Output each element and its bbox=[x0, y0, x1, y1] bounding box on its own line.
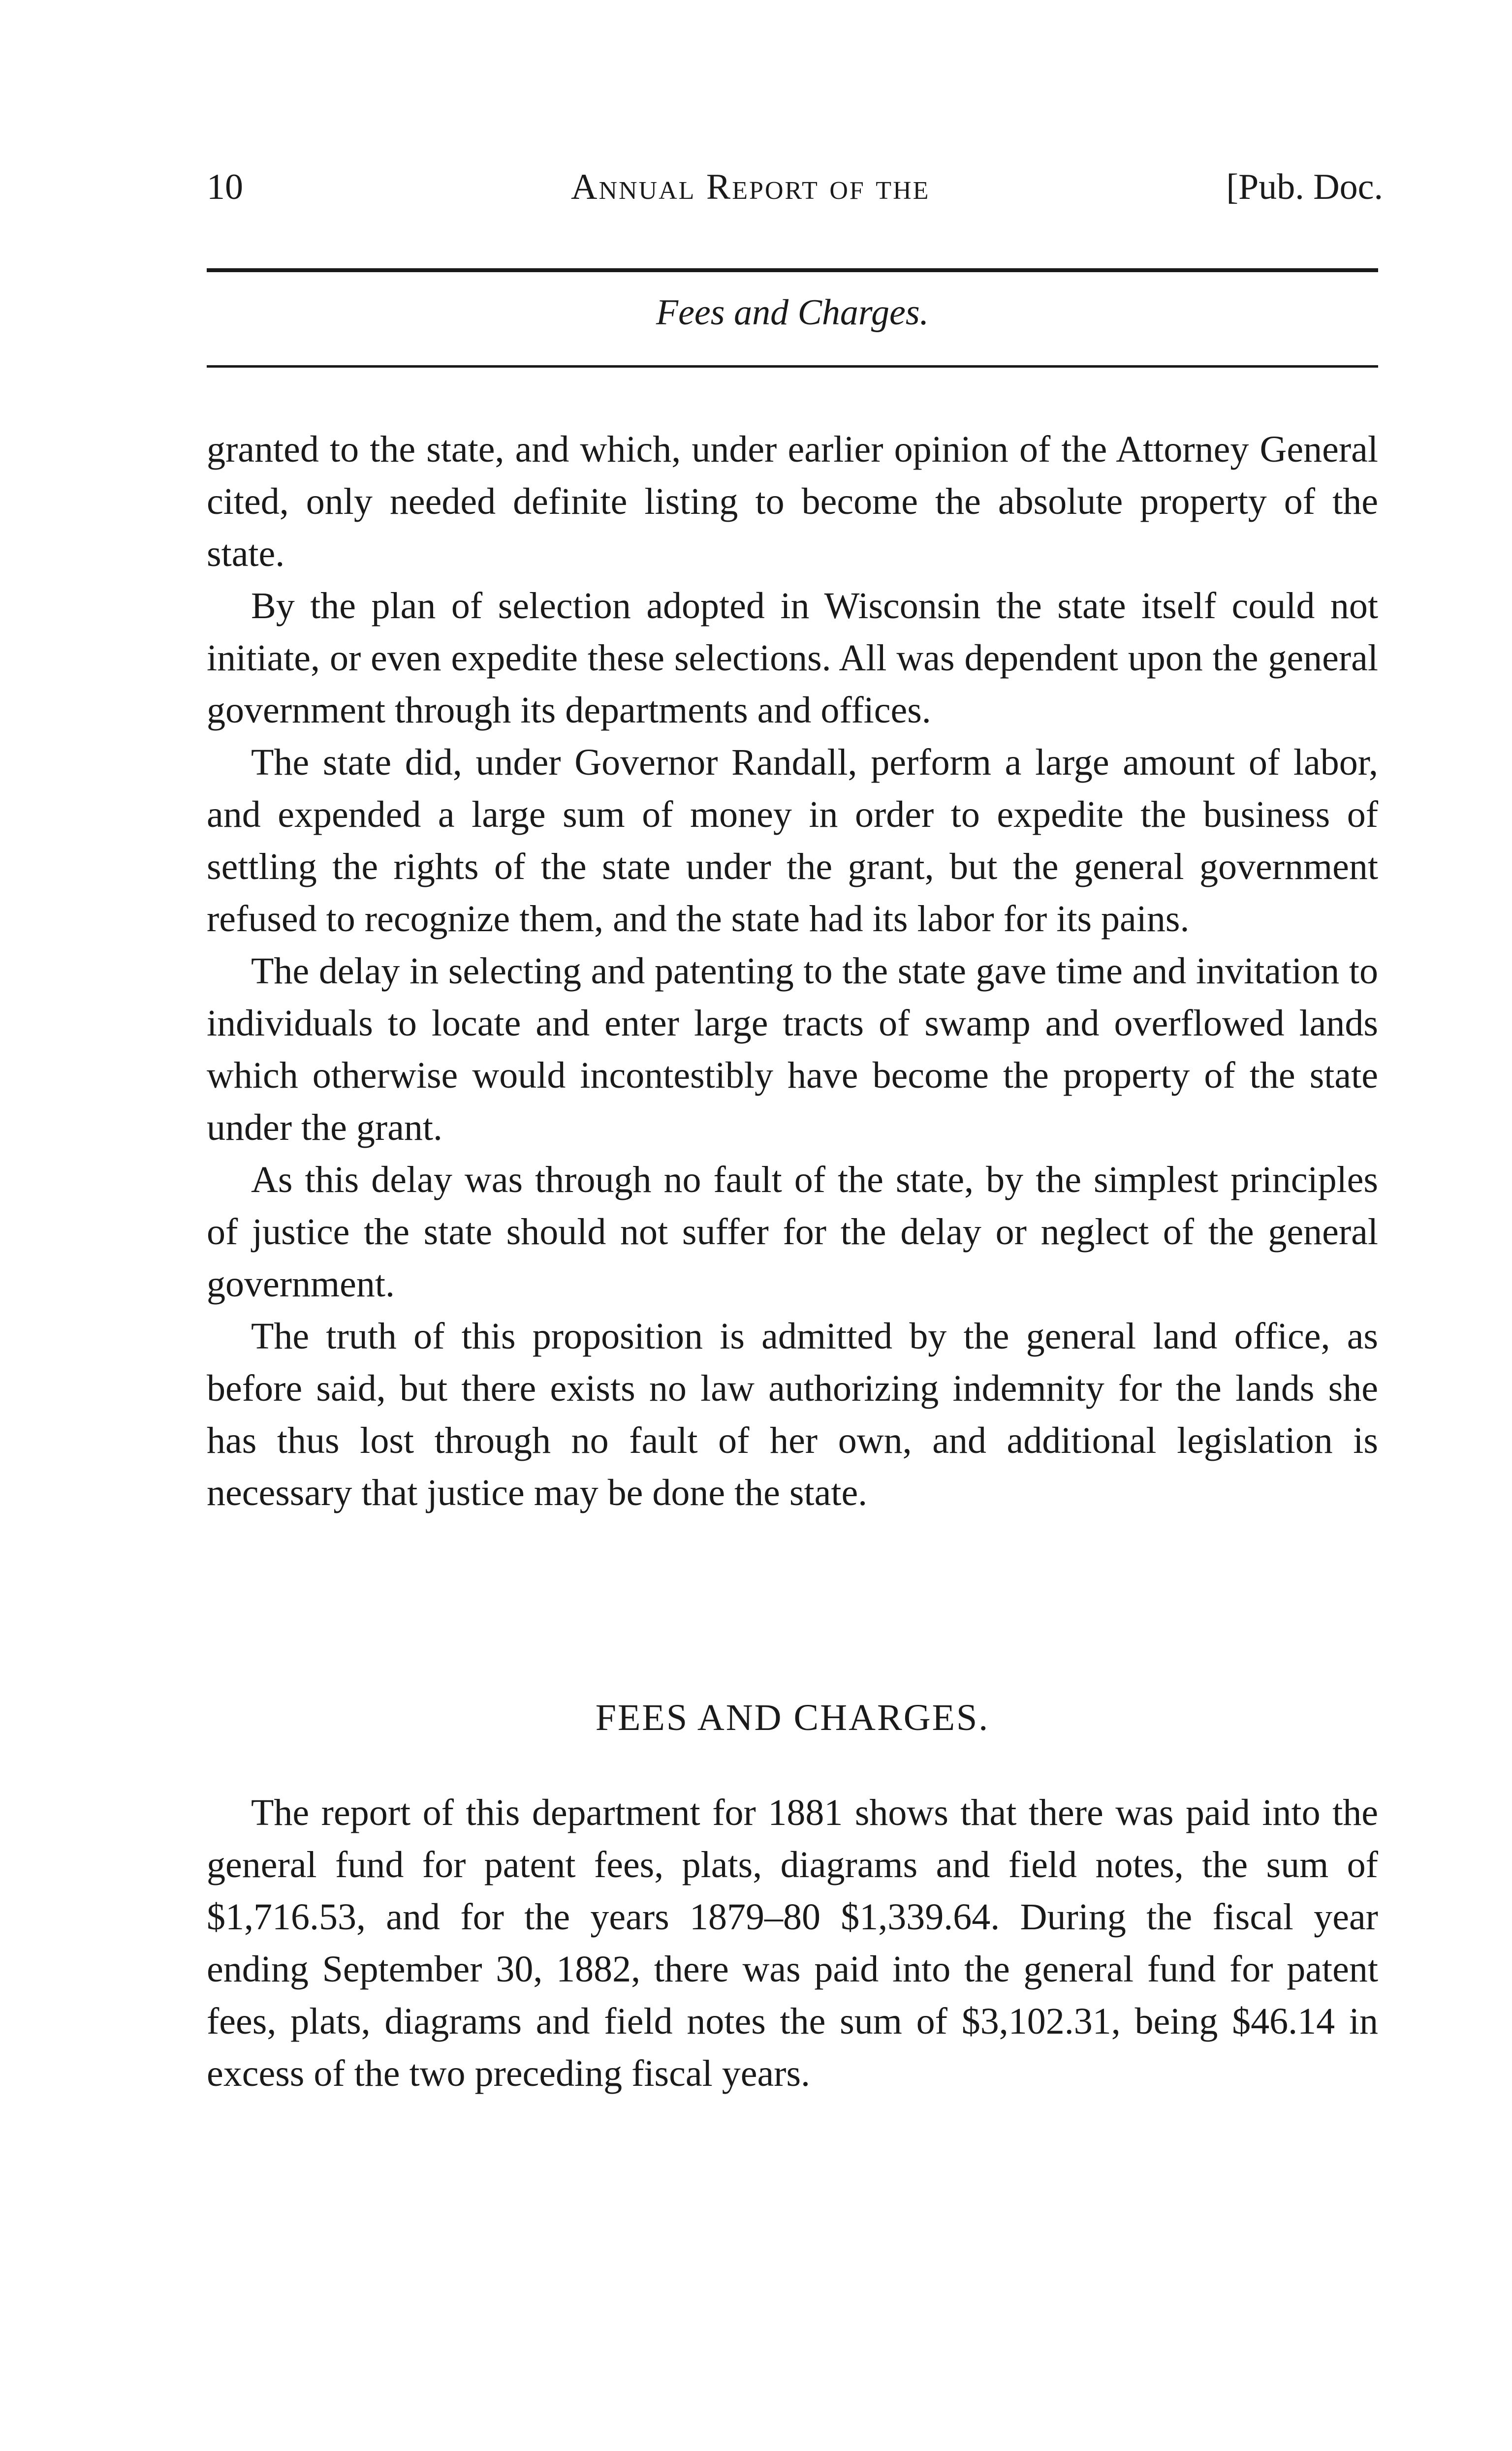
header-rule-bottom bbox=[207, 365, 1378, 368]
paragraph: The report of this department for 1881 shows that there was paid into the general fund for patent fees, plats, diagrams and field notes, the sum of $1,716.53, and for the years 1879–80 $1,339.64. During the fiscal year ending September 30, 1882, there was paid into the general fund for patent fees, plats, diagrams and field notes the sum of $3,102.31, being $46.14 in excess of the two preceding fiscal years. bbox=[207, 1792, 1378, 2094]
body-text bbox=[207, 423, 1378, 1519]
paragraph: The delay in selecting and patenting to the state gave time and invitation to individuals to locate and enter large tracts of swamp and overflowed lands which otherwise would incontestibly have become the property of the state under the grant. bbox=[207, 950, 1378, 1148]
paragraph: By the plan of selection adopted in Wisconsin the state itself could not initiate, or even expedite these selections. All was dependent upon the general government through its departments and offices. bbox=[207, 585, 1378, 731]
paragraph-continued: granted to the state, and which, under earlier opinion of the Attorney General cited, only needed definite listing to become the absolute property of the state. bbox=[207, 429, 1378, 574]
running-head bbox=[207, 162, 1383, 217]
running-title: Annual Report of the bbox=[571, 167, 930, 207]
paragraph: The state did, under Governor Randall, perform a large amount of labor, and expended a large sum of money in order to expedite the business of settling the rights of the state under the grant, but the general government refused to recognize them, and the state had its labor for its pains. bbox=[207, 742, 1378, 940]
paragraph: The truth of this proposition is admitted by the general land office, as before said, but there exists no law authorizing indemnity for the lands she has thus lost through no fault of her own, and additional legislation is necessary that justice may be done the state. bbox=[207, 1316, 1378, 1513]
page-number: 10 bbox=[207, 167, 243, 207]
header-rule-top bbox=[207, 268, 1378, 272]
paragraph: As this delay was through no fault of the state, by the simplest principles of justice the state should not suffer for the delay or neglect of the general government. bbox=[207, 1159, 1378, 1305]
fees-heading: FEES AND CHARGES. bbox=[595, 1697, 990, 1738]
section-head: Fees and Charges. bbox=[656, 292, 929, 333]
document-label: [Pub. Doc. bbox=[1226, 167, 1383, 207]
fees-text bbox=[207, 1787, 1378, 2100]
